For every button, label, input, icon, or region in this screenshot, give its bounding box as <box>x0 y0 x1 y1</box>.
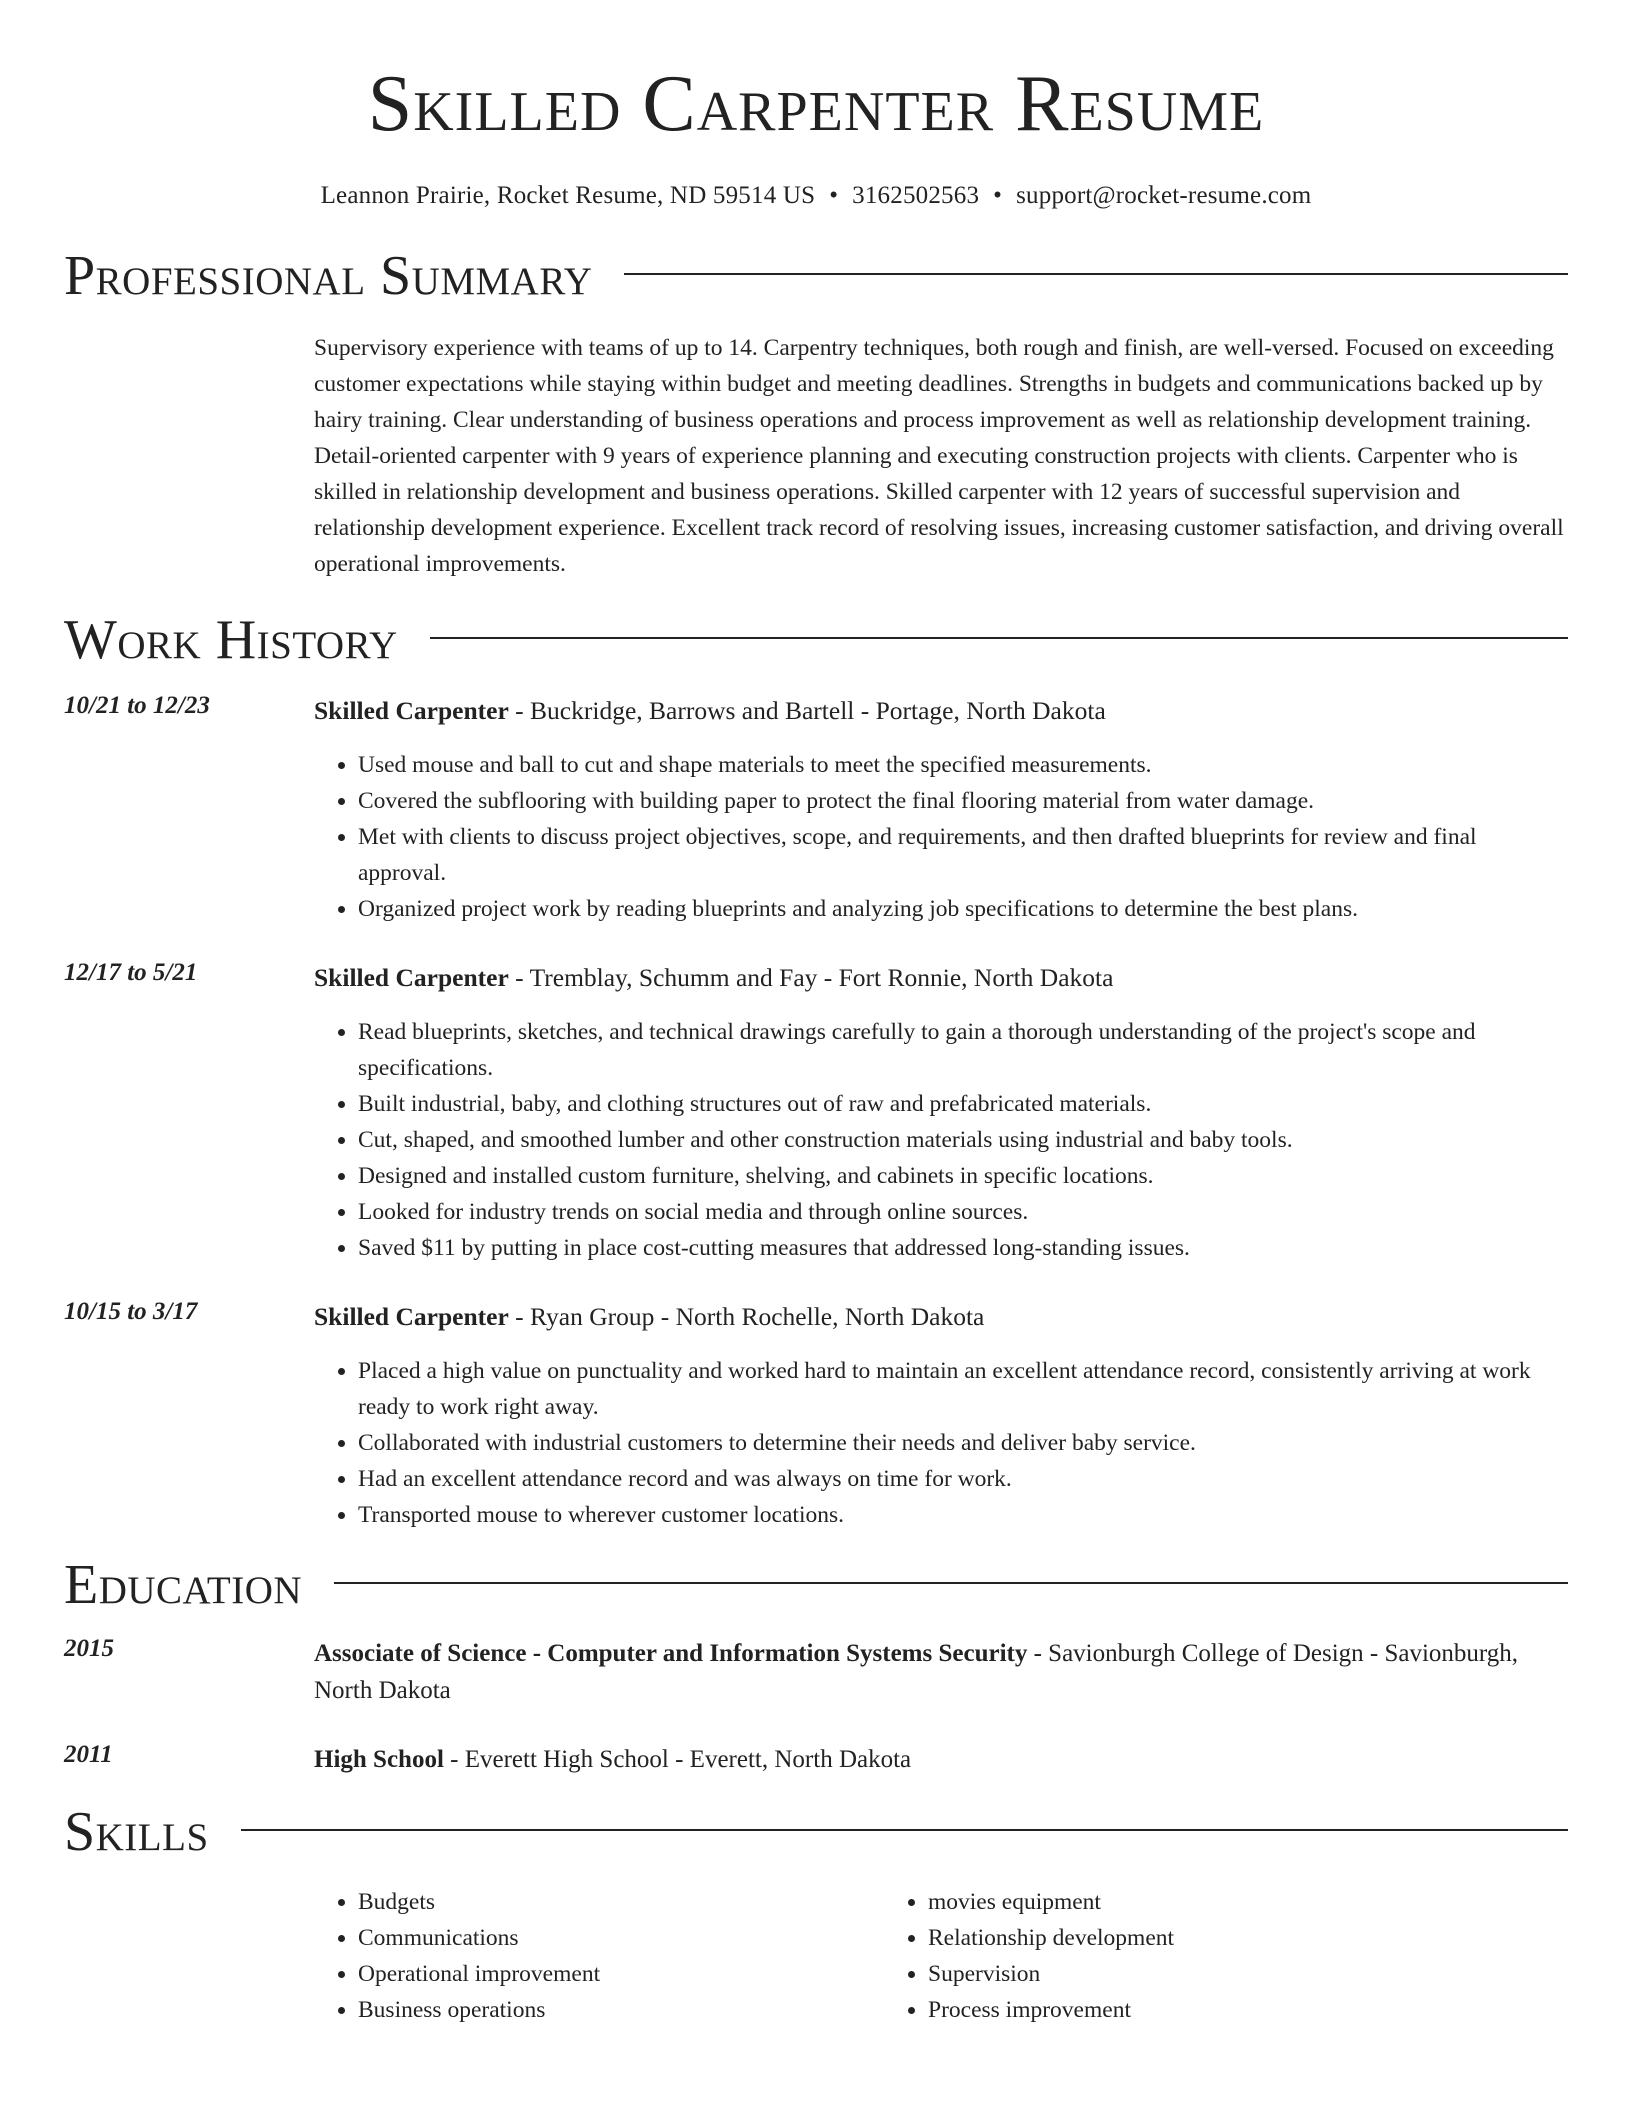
list-item: • Used mouse and ball to cut and shape materials to meet the specified measurements. <box>358 747 1568 783</box>
list-item: • Collaborated with industrial customers to determine their needs and deliver baby service. <box>358 1425 1568 1461</box>
list-item: • Read blueprints, sketches, and technical drawings carefully to gain a thorough understanding of the project's scope and specifications. <box>358 1014 1568 1086</box>
skill-item: • Process improvement <box>928 1992 1454 2028</box>
skills-column-left <box>314 1884 884 2028</box>
education-entry <box>64 1741 1568 1778</box>
summary-section-header <box>64 245 1568 307</box>
skill-item: • Supervision <box>928 1956 1454 1992</box>
job-dates: 10/15 to 3/17 <box>64 1298 198 1325</box>
contact-separator: • <box>993 182 1003 209</box>
skill-item: • Budgets <box>358 1884 884 1920</box>
summary-heading: Professional Summary <box>64 245 593 307</box>
education-year: 2015 <box>64 1635 114 1662</box>
job-bullets <box>314 747 1568 927</box>
job-title-line <box>314 1298 1568 1335</box>
job-title: Skilled Carpenter <box>314 1302 509 1331</box>
job-entry <box>64 1298 1568 1533</box>
job-dates: 10/21 to 12/23 <box>64 692 210 719</box>
contact-email: support@rocket-resume.com <box>1016 182 1312 209</box>
skill-item: • Communications <box>358 1920 884 1956</box>
resume-title: Skilled Carpenter Resume <box>367 60 1265 148</box>
job-entry <box>64 959 1568 1266</box>
list-item: • Met with clients to discuss project objectives, scope, and requirements, and then drafted blueprints for review and final approval. <box>358 819 1568 891</box>
list-item: • Designed and installed custom furniture, shelving, and cabinets in specific locations. <box>358 1158 1568 1194</box>
job-title-line <box>314 692 1568 729</box>
contact-phone: 3162502563 <box>852 182 980 209</box>
job-bullets <box>314 1353 1568 1533</box>
list-item: • Looked for industry trends on social media and through online sources. <box>358 1194 1568 1230</box>
list-item: • Transported mouse to wherever customer locations. <box>358 1497 1568 1533</box>
job-entry <box>64 692 1568 927</box>
list-item: • Had an excellent attendance record and was always on time for work. <box>358 1461 1568 1497</box>
list-item: • Cut, shaped, and smoothed lumber and other construction materials using industrial and baby tools. <box>358 1122 1568 1158</box>
job-employer: - Ryan Group - North Rochelle, North Dakota <box>508 1302 985 1331</box>
education-degree: Associate of Science - Computer and Information Systems Security <box>314 1640 1028 1667</box>
section-divider <box>241 1829 1568 1831</box>
skill-item: • Operational improvement <box>358 1956 884 1992</box>
education-heading: Education <box>64 1554 303 1616</box>
section-divider <box>334 1582 1568 1584</box>
education-school: - Savionburgh College of Design - Savionburgh, North Dakota <box>314 1640 1519 1704</box>
education-degree: High School <box>314 1746 444 1773</box>
summary-text: Supervisory experience with teams of up to 14. Carpentry techniques, both rough and finish, are well-versed. Focused on exceeding customer expectations while staying within budget and meeting deadlines. Strengths in budgets and communications backed up by hairy training. Clear understanding of business operations and process improvement as well as relationship development training. Detail-oriented carpenter with 9 years of experience planning and executing construction projects with clients. Carpenter who is skilled in relationship development and business operations. Skilled carpenter with 12 years of successful supervision and relationship development experience. Excellent track record of resolving issues, increasing customer satisfaction, and driving overall operational improvements. <box>314 335 1564 577</box>
job-title: Skilled Carpenter <box>314 696 509 725</box>
skill-item: • Relationship development <box>928 1920 1454 1956</box>
work-section-header <box>64 609 1568 671</box>
education-year: 2011 <box>64 1741 113 1768</box>
contact-separator: • <box>829 182 839 209</box>
work-heading: Work History <box>64 609 398 671</box>
list-item: • Built industrial, baby, and clothing structures out of raw and prefabricated materials. <box>358 1086 1568 1122</box>
education-school: - Everett High School - Everett, North Dakota <box>443 1746 912 1773</box>
education-detail <box>314 1741 1568 1778</box>
job-employer: - Buckridge, Barrows and Bartell - Portage, North Dakota <box>508 696 1106 725</box>
list-item: • Saved $11 by putting in place cost-cutting measures that addressed long-standing issues. <box>358 1230 1568 1266</box>
section-divider <box>430 637 1568 639</box>
job-title: Skilled Carpenter <box>314 963 509 992</box>
skills-column-right <box>884 1884 1454 2028</box>
skills-list <box>64 1884 1568 2028</box>
education-section-header <box>64 1554 1568 1616</box>
skill-item: • movies equipment <box>928 1884 1454 1920</box>
list-item: • Covered the subflooring with building paper to protect the final flooring material from water damage. <box>358 783 1568 819</box>
education-detail <box>314 1635 1568 1709</box>
section-divider <box>624 273 1568 275</box>
work-history-list <box>64 692 1568 1533</box>
skills-section-header <box>64 1801 1568 1863</box>
list-item: • Placed a high value on punctuality and worked hard to maintain an excellent attendance record, consistently arriving at work ready to work right away. <box>358 1353 1568 1425</box>
list-item: • Organized project work by reading blueprints and analyzing job specifications to determine the best plans. <box>358 891 1568 927</box>
job-employer: - Tremblay, Schumm and Fay - Fort Ronnie, North Dakota <box>508 963 1114 992</box>
job-dates: 12/17 to 5/21 <box>64 959 198 986</box>
skill-item: • Business operations <box>358 1992 884 2028</box>
skills-heading: Skills <box>64 1801 209 1863</box>
job-title-line <box>314 959 1568 996</box>
education-entry <box>64 1635 1568 1709</box>
contact-line <box>64 182 1568 210</box>
job-bullets <box>314 1014 1568 1266</box>
contact-address: Leannon Prairie, Rocket Resume, ND 59514 US <box>320 182 816 209</box>
